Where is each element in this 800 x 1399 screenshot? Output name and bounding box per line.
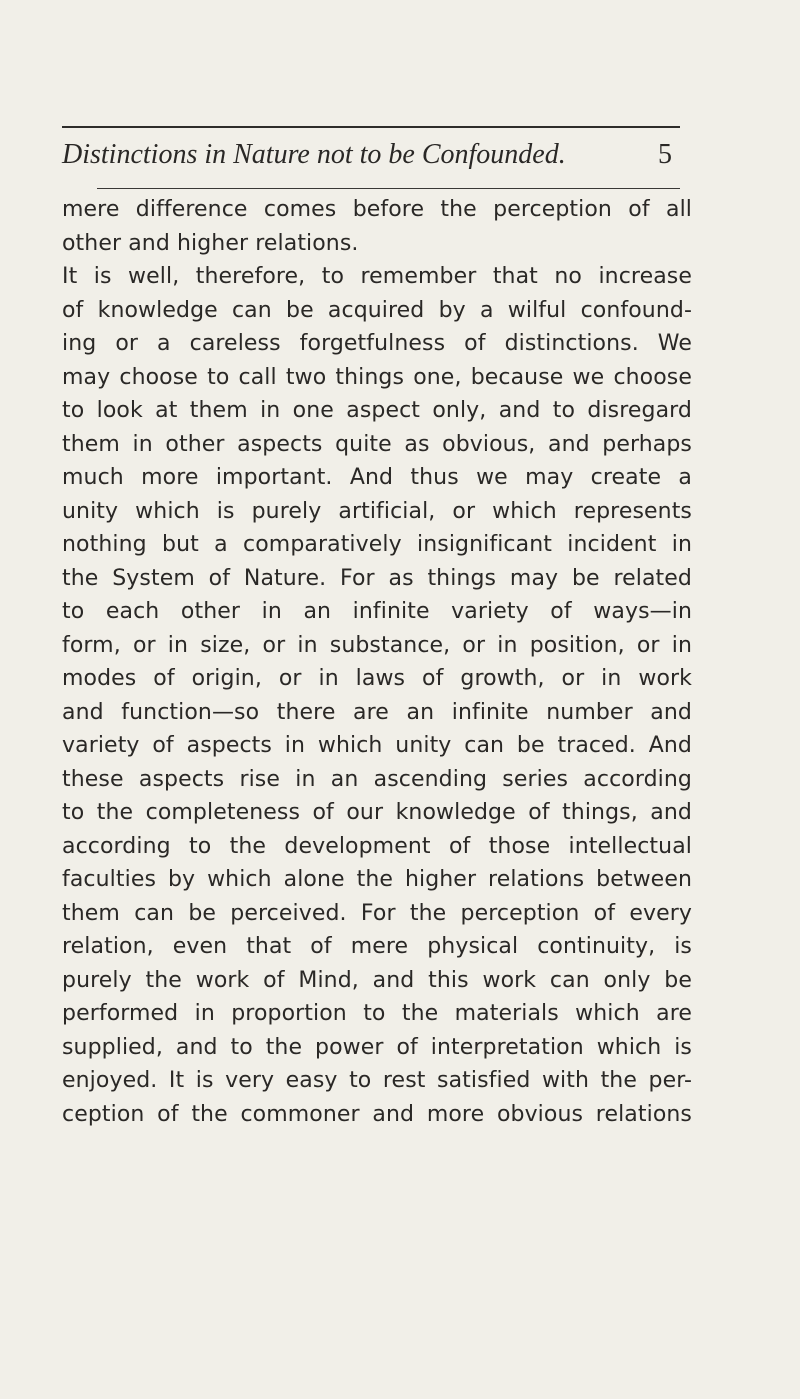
text-line: enjoyed. It is very easy to rest satisfied with the per- [62,1068,692,1093]
text-line: form, or in size, or in substance, or in position, or in [62,632,692,658]
text-line: It is well, therefore, to remember that no increase [62,264,692,289]
text-line: of knowledge can be acquired by a wilful confound- [62,297,692,323]
text-line: performed in proportion to the materials which are [62,1001,692,1026]
text-line: to look at them in one aspect only, and to disregard [62,398,692,423]
page-number: 5 [658,139,672,170]
text-line: to the completeness of our knowledge of things, and [62,800,692,825]
text-line: ception of the commoner and more obvious relations [62,1101,692,1127]
header-rule-top [62,126,680,128]
text-line: faculties by which alone the higher relations between [62,867,692,892]
text-line: and function—so there are an infinite number and [62,699,692,725]
running-head [62,137,680,177]
text-line: variety of aspects in which unity can be traced. And [62,733,692,758]
text-line: much more important. And thus we may create a [62,465,692,490]
text-line: to each other in an infinite variety of ways—in [62,599,692,624]
running-title: Distinctions in Nature not to be Confounded. [62,139,566,170]
text-line: ing or a careless forgetfulness of distinctions. We [62,331,692,356]
text-line: supplied, and to the power of interpretation which is [62,1034,692,1060]
text-line: may choose to call two things one, because we choose [62,364,692,390]
text-line: them in other aspects quite as obvious, and perhaps [62,431,692,457]
text-line: these aspects rise in an ascending series according [62,766,692,792]
header-rule-bottom [97,188,680,189]
text-line: mere difference comes before the perception of all [62,197,692,222]
text-line: unity which is purely artificial, or which represents [62,498,692,524]
text-line: modes of origin, or in laws of growth, or in work [62,666,692,691]
text-line: nothing but a comparatively insignificant incident in [62,532,692,557]
text-line: them can be perceived. For the perception of every [62,900,692,926]
body-text [62,193,692,1131]
text-line: according to the development of those intellectual [62,833,692,859]
text-line: purely the work of Mind, and this work can only be [62,967,692,993]
text-line: other and higher relations. [62,230,359,256]
text-line: the System of Nature. For as things may be related [62,565,692,591]
text-line: relation, even that of mere physical continuity, is [62,934,692,959]
